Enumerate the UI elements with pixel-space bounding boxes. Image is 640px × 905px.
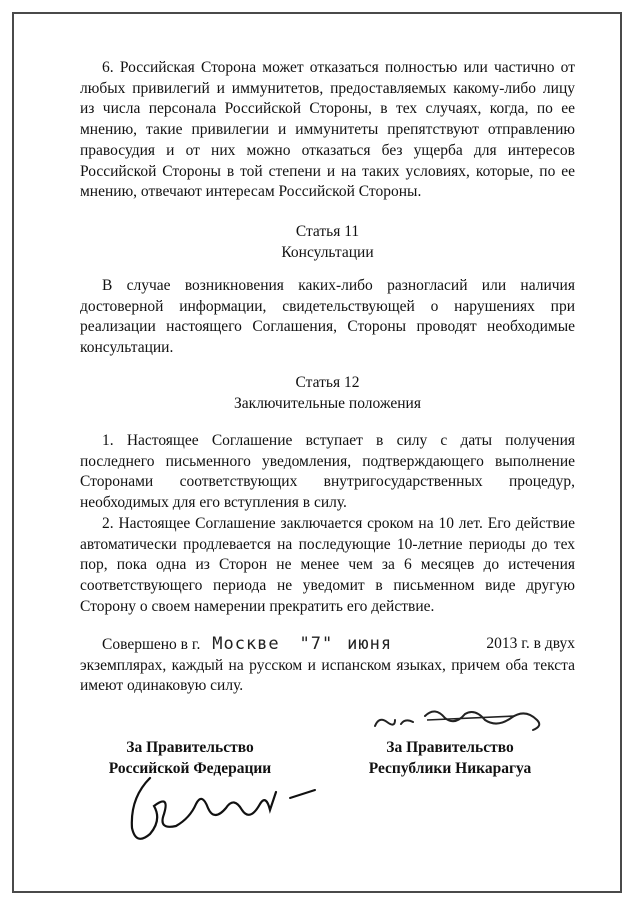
signature-russia [110,768,330,848]
closing-year: 2013 г. в двух [486,635,575,652]
article12-paragraph-2: 2. Настоящее Соглашение заключается сроком на 10 лет. Его действие автоматически продлевается на последующие 10-летние периоды до тех пор, пока одна из Сторон не менее чем за 6 месяцев до истечения соответствующего периода не уведомит в письменном виде другую Сторону о своем намерении прекратить его действие. [80,514,575,615]
signature-block-right [350,738,550,779]
closing-block [80,634,575,697]
paragraph-6: 6. Российская Сторона может отказаться полностью или частично от любых привилегий и иммунитетов, предоставляемых какому-либо лицу из числа персонала Российской Стороны, в тех случаях, когда, по ее мнению, такие привилегии и иммунитеты препятствуют отправлению правосудия и от них можно отказаться без ущерба для интересов Российской Стороны в той степени и на таких условиях, которые, по ее мнению, отвечают интересам Российской Стороны. [80,59,575,201]
article11-paragraph: В случае возникновения каких-либо разногласий или наличия достоверной информации, свидетельствующей о нарушениях при реализации настоящего Соглашения, Стороны проводят необходимые консультации. [80,277,575,357]
article11-title: Консультации [281,243,374,261]
right-signatory-line1: За Правительство [386,739,514,756]
article12-number: Статья 12 [295,374,360,391]
article11-number: Статья 11 [295,223,360,240]
left-signatory-line2: Российской Федерации [108,759,272,777]
handwritten-day: "7" [299,634,334,654]
article12-body [80,431,575,617]
signature-nicaragua [365,698,555,738]
article12-title: Заключительные положения [234,394,421,412]
handwritten-city: Москве [212,634,280,654]
closing-prefix: Совершено в г. [102,636,201,653]
article12-heading [80,373,575,414]
right-signatory-line2: Республики Никарагуа [368,759,532,777]
article11-body [80,276,575,359]
article11-heading [80,222,575,263]
closing-rest: экземплярах, каждый на русском и испанском языках, причем оба текста имеют одинаковую силу. [80,656,575,695]
left-signatory-line1: За Правительство [126,739,254,756]
article10-paragraph6 [80,58,575,203]
handwritten-month: июня [347,634,393,654]
article12-paragraph-1: 1. Настоящее Соглашение вступает в силу с даты получения последнего письменного уведомления, подтверждающего выполнение Сторонами соответствующих внутригосударственных процедур, необходимых для его вступления в силу. [80,432,575,512]
closing-line1 [80,634,575,656]
